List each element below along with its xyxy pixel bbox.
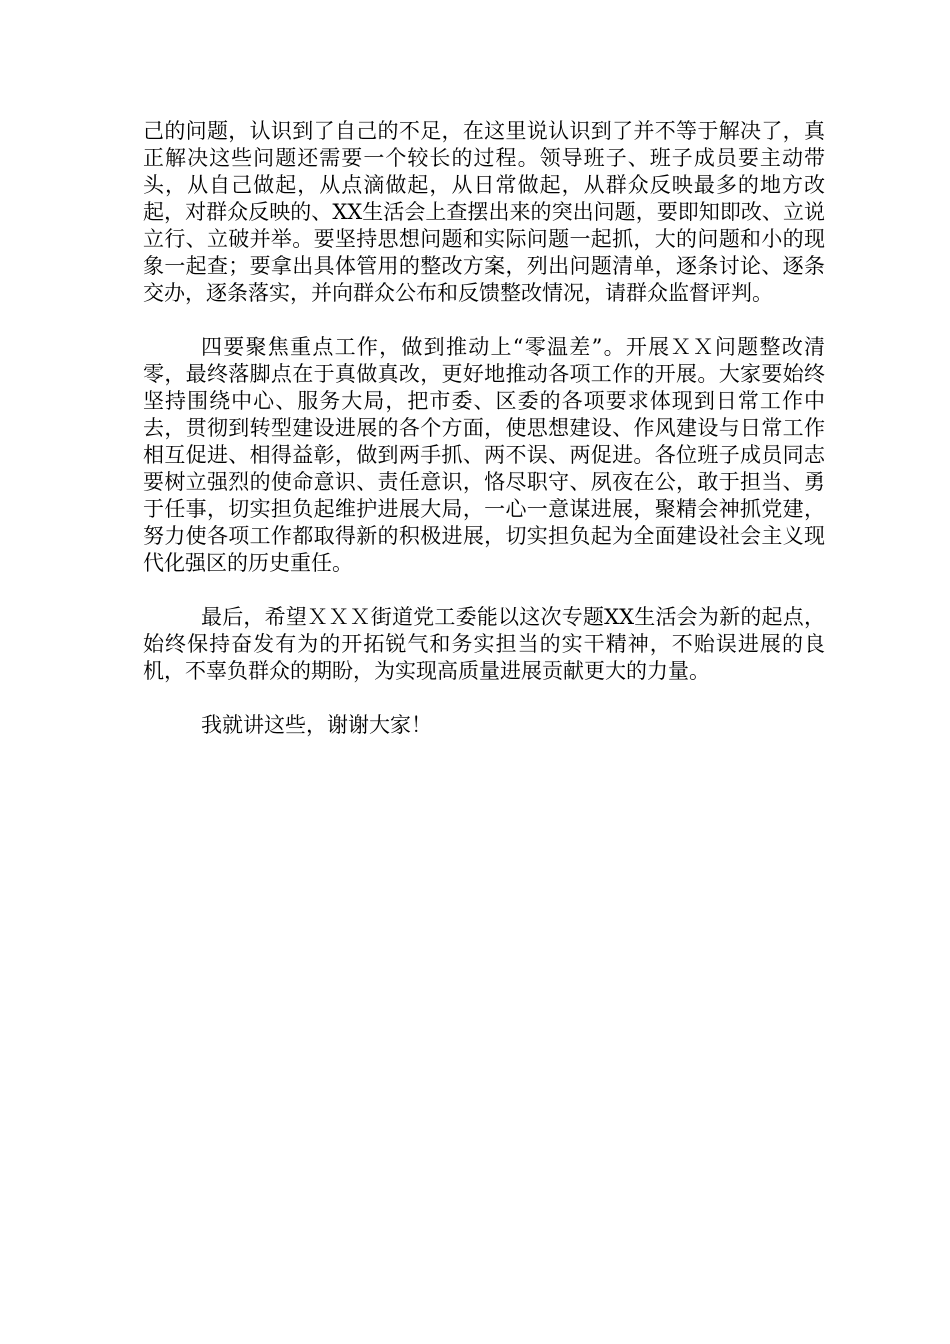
paragraph-problem-rectification: 己的问题，认识到了自己的不足，在这里说认识到了并不等于解决了，真正解决这些问题还需要一个较长的过程。领导班子、班子成员要主动带头，从自己做起，从点滴做起，从日常做起，从群众反映最多的地方改起，对群众反映的、XX生活会上查摆出来的突出问题，要即知即改、立说立行、立破并举。要坚持思想问题和实际问题一起抓，大的问题和小的现象一起查；要拿出具体管用的整改方案，列出问题清单，逐条讨论、逐条交办，逐条落实，并向群众公布和反馈整改情况，请群众监督评判。 xyxy=(143,119,825,305)
paragraph-focus-key-work: 四要聚焦重点工作，做到推动上“零温差”。开展ＸＸ问题整改清零，最终落脚点在于真做真改，更好地推动各项工作的开展。大家要始终坚持围绕中心、服务大局，把市委、区委的各项要求体现到日常工作中去，贯彻到转型建设进展的各个方面，使思想建设、作风建设与日常工作相互促进、相得益彰，做到两手抓、两不误、两促进。各位班子成员同志要树立强烈的使命意识、责任意识，恪尽职守、夙夜在公，敢于担当、勇于任事，切实担负起维护进展大局，一心一意谋进展，聚精会神抓党建，努力使各项工作都取得新的积极进展，切实担负起为全面建设社会主义现代化强区的历史重任。 xyxy=(143,335,825,575)
paragraph-thanks: 我就讲这些，谢谢大家！ xyxy=(201,713,432,737)
paragraph-closing-hope: 最后，希望ＸＸＸ街道党工委能以这次专题XX生活会为新的起点，始终保持奋发有为的开拓锐气和务实担当的实干精神，不贻误进展的良机，不辜负群众的期盼，为实现高质量进展贡献更大的力量。 xyxy=(143,605,825,683)
document-body xyxy=(143,118,825,766)
